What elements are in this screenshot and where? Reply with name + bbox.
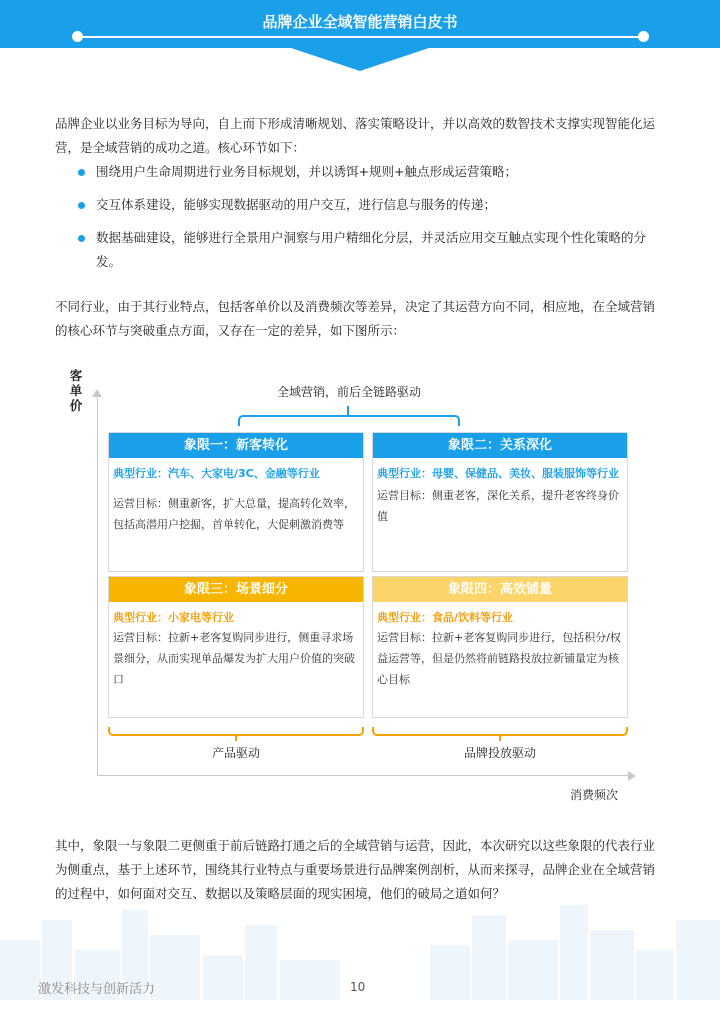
quadrant-title: 象限四：高效铺量 [373,577,627,602]
list-item [78,160,668,184]
list-item [78,193,668,217]
list-item [78,226,668,274]
quadrant-3 [108,576,364,718]
header-dot-left [72,31,83,42]
header-line [80,36,642,38]
bottom-right-brace-tick [499,735,501,741]
bullet-dot-icon [78,202,85,209]
top-brace-label: 全域营销，前后全链路驱动 [276,385,421,399]
industry-paragraph: 不同行业，由于其行业特点，包括客单价以及消费频次等差异，决定了其运营方向不同，相应地，在全域营销的核心环节与突破重点方面，又存在一定的差异，如下图所示： [55,299,656,338]
bottom-right-label: 品牌投放驱动 [463,746,536,760]
y-axis-arrow-icon [92,389,102,397]
quadrant-industry: 典型行业：母婴、保健品、美妆、服装服饰等行业 [377,467,619,480]
y-axis [97,395,98,776]
bullet-dot-icon [78,235,85,242]
quadrant-industry: 典型行业：食品/饮料等行业 [377,611,514,624]
top-brace [238,415,460,426]
header-pointer [291,48,429,71]
x-axis-label: 消费频次 [570,788,619,802]
quadrant-goal: 运营目标：侧重老客，深化关系，提升老客终身价值 [377,489,619,523]
list-item-text: 交互体系建设，能够实现数据驱动的用户交互，进行信息与服务的传递； [96,197,497,212]
bottom-left-brace-tick [235,735,237,741]
core-steps-list [78,160,668,283]
quadrant-goal: 运营目标：拉新+老客复购同步进行，侧重寻求场景细分，从而实现单品爆发为扩大用户价值的突破口 [113,631,355,686]
document-title: 品牌企业全域智能营销白皮书 [262,13,458,31]
page-number: 10 [350,980,366,994]
quadrant-1 [108,432,364,572]
bullet-dot-icon [78,169,85,176]
quadrant-2 [372,432,628,572]
bottom-left-label: 产品驱动 [211,746,260,760]
quadrant-title: 象限二：关系深化 [373,433,627,458]
y-axis-label: 客单价 [69,368,83,413]
x-axis-arrow-icon [628,771,636,781]
quadrant-goal: 运营目标：拉新+老客复购同步进行，包括积分/权益运营等，但是仍然将前链路投放拉新铺量定为核心目标 [377,631,621,686]
page-header [0,0,720,72]
list-item-text: 围绕用户生命周期进行业务目标规划，并以诱饵+规则+触点形成运营策略； [96,164,517,179]
quadrant-4 [372,576,628,718]
footer-slogan: 激发科技与创新活力 [38,982,156,997]
x-axis [97,775,632,776]
quadrant-industry: 典型行业：汽车、大家电/3C、金融等行业 [113,467,320,480]
quadrant-goal: 运营目标：侧重新客，扩大总量，提高转化效率，包括高潜用户挖掘，首单转化，大促刺激消费等 [113,497,355,531]
header-dot-right [638,31,649,42]
list-item-text: 数据基础建设，能够进行全景用户洞察与用户精细化分层，并灵活应用交互触点实现个性化策略的分发。 [96,230,647,269]
quadrant-title: 象限三：场景细分 [109,577,363,602]
quadrant-industry: 典型行业：小家电等行业 [113,611,234,624]
conclusion-paragraph: 其中，象限一与象限二更侧重于前后链路打通之后的全域营销与运营，因此，本次研究以这些象限的代表行业为侧重点，基于上述环节，围绕其行业特点与重要场景进行品牌案例剖析，从而来探寻，品牌企业在全域营销的过程中，如何面对交互、数据以及策略层面的现实困境，他们的破局之道如何？ [55,838,656,901]
quadrant-title: 象限一：新客转化 [109,433,363,458]
intro-paragraph: 品牌企业以业务目标为导向，自上而下形成清晰规划、落实策略设计，并以高效的数智技术支撑实现智能化运营，是全域营销的成功之道。核心环节如下： [55,116,656,155]
top-brace-tick [347,406,349,415]
